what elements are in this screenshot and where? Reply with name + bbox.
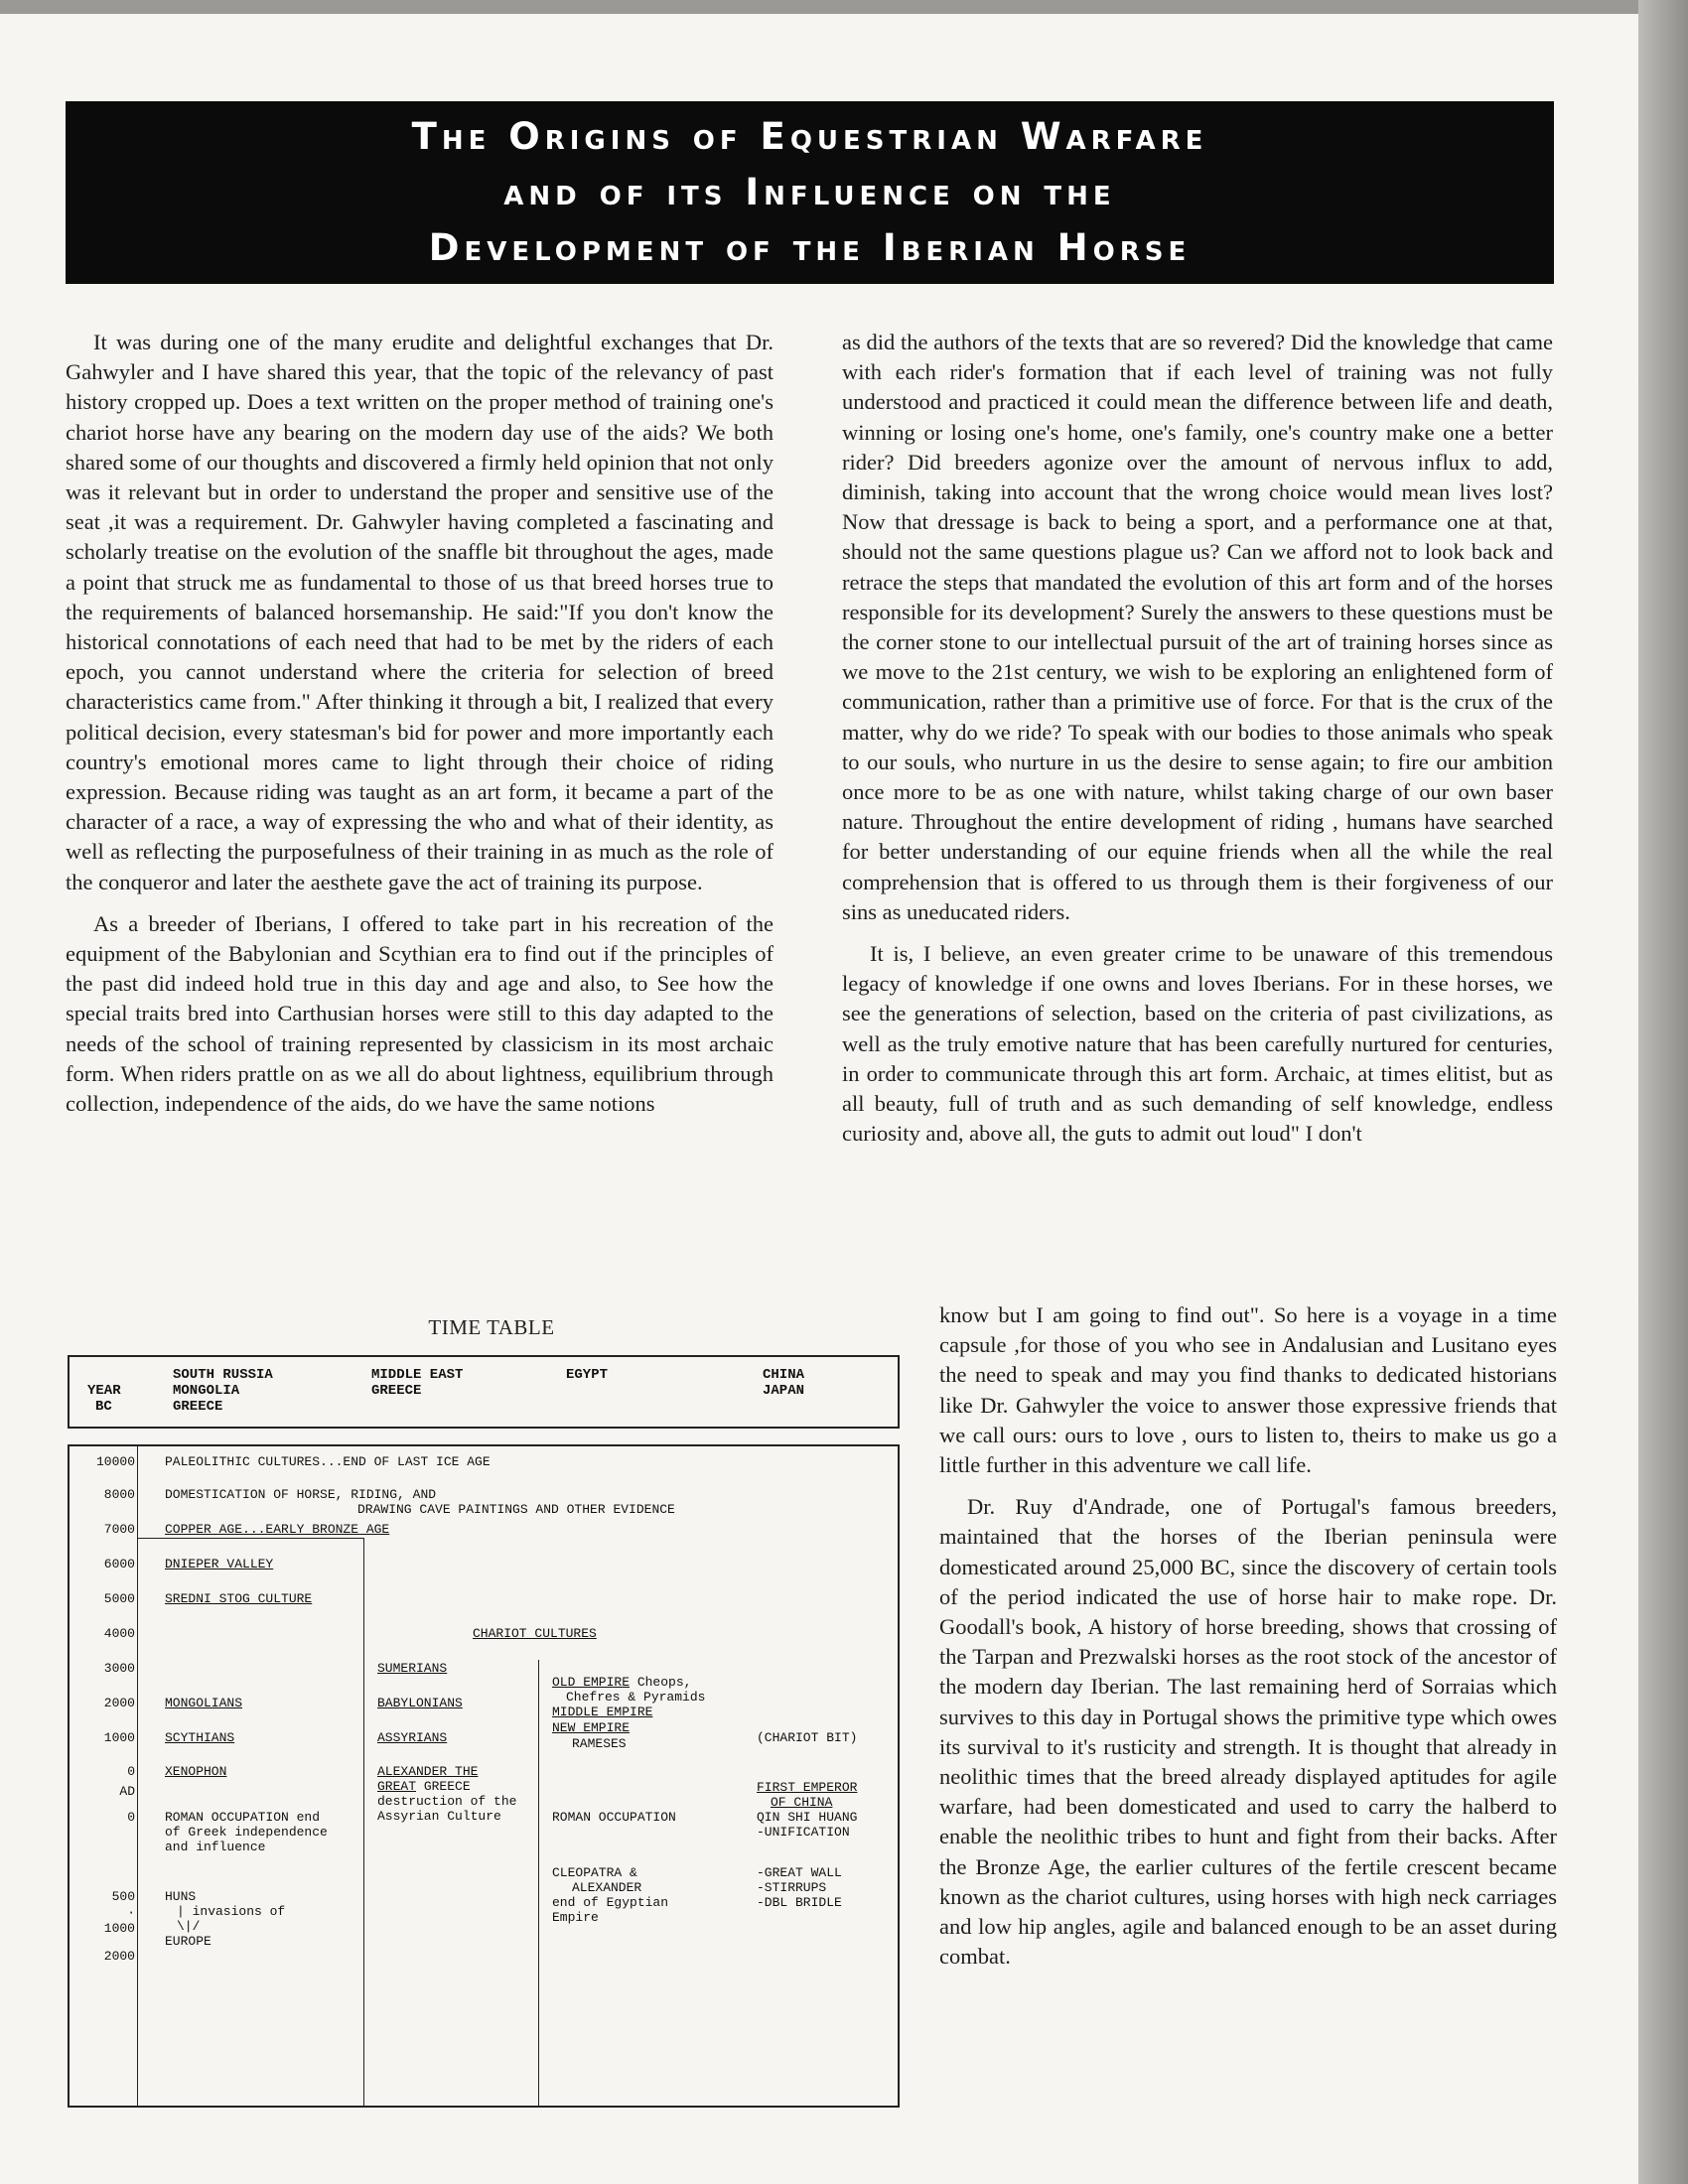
cell-of-china: OF CHINA	[771, 1795, 833, 1810]
right-column-continued	[939, 1300, 1557, 1983]
cell-huns: HUNS	[165, 1889, 197, 1904]
cell-stirrups: -STIRRUPS	[757, 1880, 827, 1895]
cell-arrow: \|/	[177, 1919, 201, 1934]
cell-xenophon: XENOPHON	[165, 1764, 227, 1779]
cell-sredni-stog: SREDNI STOG CULTURE	[165, 1591, 313, 1606]
cell-domestication: DOMESTICATION OF HORSE, RIDING, AND	[165, 1487, 437, 1502]
header-bc: BC	[95, 1399, 112, 1415]
cell-chariot-cultures: CHARIOT CULTURES	[473, 1626, 597, 1641]
header-col2: MIDDLE EAST GREECE	[371, 1367, 464, 1399]
cell-greek-independence: of Greek independence	[165, 1825, 328, 1840]
cell-assyrians: ASSYRIANS	[377, 1730, 448, 1745]
cell-copper-age: COPPER AGE...EARLY BRONZE AGE	[165, 1522, 390, 1537]
cell-end-egyptian: end of Egyptian	[552, 1895, 669, 1910]
cell-rameses: RAMESES	[572, 1736, 627, 1751]
year-label: 5000	[103, 1591, 135, 1606]
cell-alexander: ALEXANDER THE	[377, 1764, 479, 1779]
cell-unification: -UNIFICATION	[757, 1825, 850, 1840]
year-label: AD	[119, 1784, 135, 1799]
header-col1: SOUTH RUSSIA MONGOLIA GREECE	[173, 1367, 273, 1415]
page-gutter-shadow	[1638, 0, 1688, 2184]
left-column	[66, 328, 774, 1131]
year-label: 2000	[103, 1696, 135, 1710]
cell-alexander-greece: GREAT GREECE	[377, 1779, 471, 1794]
cell-scythians: SCYTHIANS	[165, 1730, 235, 1745]
cell-mongolians: MONGOLIANS	[165, 1696, 243, 1710]
title-line-1: The Origins of Equestrian Warfare	[411, 115, 1208, 158]
paragraph: It is, I believe, an even greater crime to be unaware of this tremendous legacy of knowledge if one owns and loves Iberians. For in these horses, we see the generations of selection, based on the criteria of past civilizations, as well as the truly emotive nature that has been carefully nurtured for centuries, in order to communicate through this art form. Archaic, at times elitist, but as all beauty, full of truth and as such demanding of self knowledge, endless curiosity and, above all, the guts to admit out loud" I don't	[842, 941, 1553, 1147]
grid-line	[137, 1538, 363, 1539]
paragraph: know but I am going to find out". So here is a voyage in a time capsule ,for those of you who see in Andalusian and Lusitano eyes the need to speak and may you find thanks to dedicated historians like Dr. Gahwyler the voice to answer those expressive friends that we call ours: ours to love , ours to listen to, theirs to make us go a little further in this adventure we call life.	[939, 1302, 1557, 1478]
grid-line	[137, 1446, 138, 2106]
time-table-caption: TIME TABLE	[428, 1315, 555, 1339]
right-column	[842, 328, 1553, 1160]
time-table-header	[68, 1355, 900, 1429]
cell-empire: Empire	[552, 1910, 599, 1925]
cell-alexander-egypt: ALEXANDER	[572, 1880, 642, 1895]
cell-chariot-bit: (CHARIOT BIT)	[757, 1730, 858, 1745]
cell-middle-empire: MIDDLE EMPIRE	[552, 1705, 653, 1719]
year-label: 0	[127, 1810, 135, 1825]
paragraph: It was during one of the many erudite and delightful exchanges that Dr. Gahwyler and I have shared this year, that the topic of the relevancy of past history cropped up. Does a text written on the proper method of training one's chariot horse have any bearing on the modern day use of the aids? We both shared some of our thoughts and discovered a firmly held opinion that not only was it relevant but in order to understand the proper and sensitive use of the seat ,it was a requirement. Dr. Gahwyler having completed a fascinating and scholarly treatise on the evolution of the snaffle bit throughout the ages, made a point that struck me as fundamental to those of us that breed horses true to the requirements of balanced horsemanship. He said:"If you don't know the historical connotations of each need that had to be met by the riders of each epoch, you cannot understand where the criteria for selection of breed characteristics came from." After thinking it through a bit, I realized that every political decision, every statesman's bid for power and more importantly each country's emotional mores came to light through their choice of riding expression. Because riding was taught as an art form, it became a part of the character of a race, a way of expressing the who and what of their identity, as well as reflecting the purposefulness of their training in as much as the role of the conqueror and later the aesthete gave the act of training its purpose.	[66, 330, 774, 894]
cell-destruction: destruction of the	[377, 1794, 517, 1809]
year-label: ·	[127, 1905, 135, 1920]
year-label: 1000	[103, 1730, 135, 1745]
year-label: 1000	[103, 1921, 135, 1936]
year-label: 7000	[103, 1522, 135, 1537]
cell-double-bridle: -DBL BRIDLE	[757, 1895, 842, 1910]
header-year: YEAR	[87, 1383, 121, 1399]
year-label: 500	[111, 1889, 135, 1904]
cell-chefres: Chefres & Pyramids	[566, 1690, 706, 1705]
time-table-grid	[68, 1444, 900, 2108]
year-label: 8000	[103, 1487, 135, 1502]
cell-assyrian-culture: Assyrian Culture	[377, 1809, 501, 1824]
cell-qin-shi-huang: QIN SHI HUANG	[757, 1810, 858, 1825]
cell-cleopatra: CLEOPATRA &	[552, 1865, 637, 1880]
cell-roman-occupation-egypt: ROMAN OCCUPATION	[552, 1810, 676, 1825]
year-label: 4000	[103, 1626, 135, 1641]
cell-babylonians: BABYLONIANS	[377, 1696, 463, 1710]
grid-line	[538, 1660, 539, 2106]
year-label: 6000	[103, 1557, 135, 1571]
cell-roman-occupation: ROMAN OCCUPATION end	[165, 1810, 321, 1825]
year-label: 3000	[103, 1661, 135, 1676]
year-label: 0	[127, 1764, 135, 1779]
cell-europe: EUROPE	[165, 1934, 211, 1949]
time-table	[66, 1353, 900, 2108]
cell-influence: and influence	[165, 1840, 266, 1854]
header-col4: CHINA JAPAN	[763, 1367, 805, 1399]
cell-cave-paintings: DRAWING CAVE PAINTINGS AND OTHER EVIDENCE	[357, 1502, 675, 1517]
scan-edge	[0, 0, 1638, 14]
cell-new-empire: NEW EMPIRE	[552, 1720, 631, 1735]
year-label: 2000	[103, 1949, 135, 1964]
grid-line	[363, 1538, 364, 2106]
header-col3: EGYPT	[566, 1367, 609, 1383]
year-label: 10000	[95, 1454, 135, 1469]
cell-great-wall: -GREAT WALL	[757, 1865, 842, 1880]
cell-paleolithic: PALEOLITHIC CULTURES...END OF LAST ICE AGE	[165, 1454, 491, 1469]
title-line-3: Development of the Iberian Horse	[428, 226, 1192, 269]
paragraph: as did the authors of the texts that are so revered? Did the knowledge that came with each rider's formation that if each level of training was not fully understood and practiced it could mean the difference between life and death, winning or losing one's home, one's family, one's country make one a better rider? Did breeders agonize over the amount of nervous influx to add, diminish, taking into account that the wrong choice would mean lives lost? Now that dressage is back to being a sport, and a performance one at that, should not the same questions plague us? Can we afford not to look back and retrace the steps that mandated the evolution of this art form and of the horses responsible for its development? Surely the answers to these questions must be the corner stone to our intellectual pursuit of the art of training horses since as we move to the 21st century, we wish to be exploring an enlightened form of communication, rather than a primitive use of force. For that is the crux of the matter, why do we ride? To speak with our bodies to those animals who speak to our souls, who nurture in us the desire to sense again; to fire our ambition once more to be as one with nature, whilst taking charge of our own baser nature. Throughout the entire development of riding , humans have searched for better understanding of our equine friends when all the while the real comprehension that is offered to us through them is their forgiveness of our sins as uneducated riders.	[842, 330, 1553, 924]
cell-sumerians: SUMERIANS	[377, 1661, 448, 1676]
paragraph: As a breeder of Iberians, I offered to take part in his recreation of the equipment of the Babylonian and Scythian era to find out if the principles of the past did indeed hold true in this day and age and also, to See how the special traits bred into Carthusian horses were still to this day adapted to the needs of the school of training represented by classicism in its most archaic form. When riders prattle on as we all do about lightness, equilibrium through collection, independence of the aids, do we have the same notions	[66, 910, 774, 1117]
paragraph: Dr. Ruy d'Andrade, one of Portugal's famous breeders, maintained that the horses of the Iberian peninsula were domesticated around 25,000 BC, since the discovery of certain tools of the period indicated the use of horse hair to make rope. Dr. Goodall's book, A history of horse breeding, shows that crossing of the Tarpan and Prezwalski horses as the root stock of the ancestor of the modern day Iberian. The last remaining herd of Sorraias which survives to this day in Portugal shows the primitive type which owes its survival to it's rusticity and strength. It is thought that already in neolithic times that the breed already displayed aptitudes for agile warfare, had been domesticated and used to carry the halberd to enable the neolithic tribes to hunt and fight from their backs. After the Bronze Age, the earlier cultures of the fertile crescent became known as the chariot cultures, using horses with high neck carriages and low hip angles, agile and balanced enough to be an asset during combat.	[939, 1494, 1557, 1970]
cell-first-emperor: FIRST EMPEROR	[757, 1780, 858, 1795]
cell-dnieper: DNIEPER VALLEY	[165, 1557, 274, 1571]
cell-invasions: | invasions of	[177, 1904, 286, 1919]
cell-old-empire: OLD EMPIRE Cheops,	[552, 1675, 692, 1690]
title-line-2: and of its Influence on the	[503, 171, 1116, 213]
title-banner	[66, 101, 1554, 284]
